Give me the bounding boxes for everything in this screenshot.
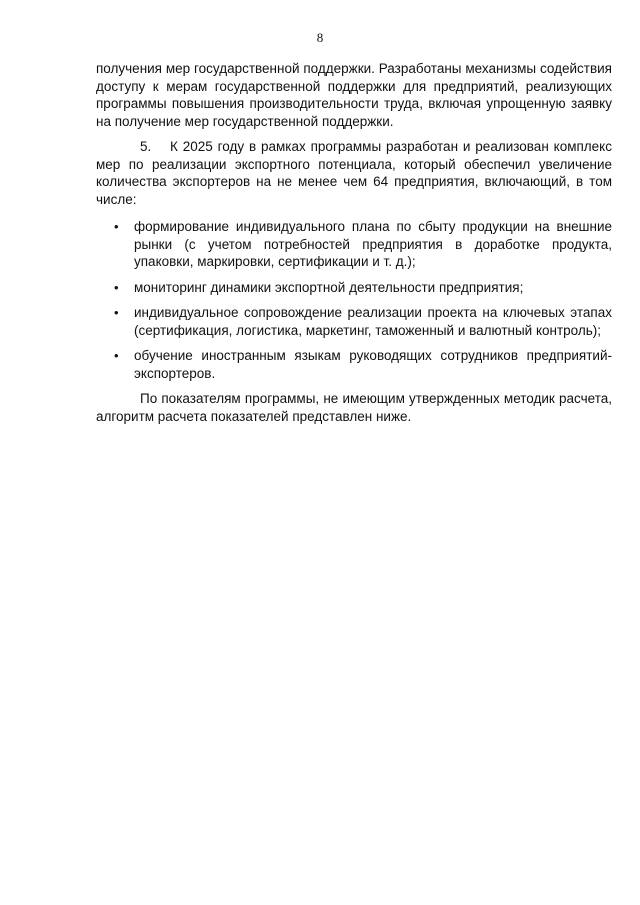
bullet-icon: •: [114, 219, 119, 234]
list-item: [96, 304, 612, 339]
item-5-number: 5.: [140, 139, 152, 154]
bullet-icon: •: [114, 305, 119, 320]
document-body: [96, 60, 612, 425]
list-item-text: мониторинг динамики экспортной деятельности предприятия;: [134, 279, 524, 295]
page-number: 8: [316, 30, 324, 45]
bullet-icon: •: [114, 348, 119, 363]
list-item-text: индивидуальное сопровождение реализации проекта на ключевых этапах (сертификация, логистика, маркетинг, таможенный и валютный контроль);: [134, 305, 612, 338]
list-item: [96, 347, 612, 382]
item-5-text: К 2025 году в рамках программы разработан и реализован комплекс мер по реализации экспортного потенциала, который обеспечил увеличение количества экспортеров на не менее чем 64 предприятия, включающий, в том числе:: [96, 139, 612, 207]
list-item-text: обучение иностранным языкам руководящих сотрудников предприятий-экспортеров.: [134, 348, 612, 381]
list-item-text: формирование индивидуального плана по сбыту продукции на внешние рынки (с учетом потребностей предприятия в доработке продукта, упаковки, маркировки, сертификации и т. д.);: [134, 219, 612, 269]
intro-paragraph: получения мер государственной поддержки. Разработаны механизмы содействия доступу к мерам государственной поддержки для предприятий, реализующих программы повышения производительности труда, включая упрощенную заявку на получение мер государственной поддержки.: [96, 61, 612, 129]
list-item: [96, 279, 612, 297]
bullet-list: [96, 218, 612, 382]
bullet-icon: •: [114, 279, 119, 295]
closing-paragraph: По показателям программы, не имеющим утвержденных методик расчета, алгоритм расчета показателей представлен ниже.: [96, 391, 612, 424]
list-item: [96, 218, 612, 271]
item-5-paragraph: [96, 138, 612, 208]
